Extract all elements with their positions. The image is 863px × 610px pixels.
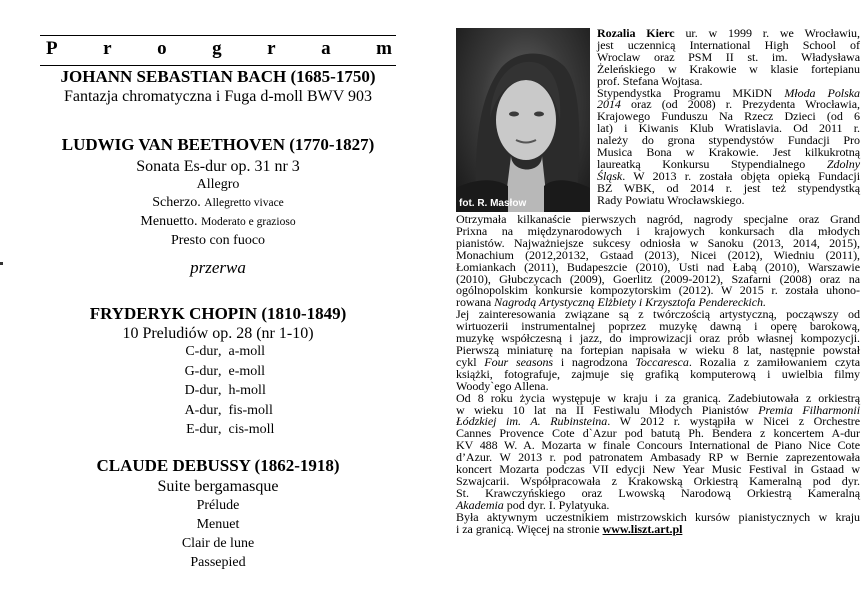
work-title: Fantazja chromatyczna i Fuga d-moll BWV 903 [63, 88, 373, 105]
bio-line: d’Azur. W 2013 r. pod patronatem Ambasady RP w Bernie zaprezentowała [456, 450, 860, 465]
movement [0, 213, 436, 231]
composer-name: JOHANN SEBASTIAN BACH (1685-1750) [60, 67, 376, 86]
movement: Clair de lune [181, 536, 255, 551]
prelude-major: C-dur [185, 344, 218, 359]
work-title: 10 Preludiów op. 28 (nr 1-10) [122, 325, 314, 342]
bio-line: (2010), Głubczycach (2009), Goerlitz (2009-2012), Szafarni (2008) oraz na [456, 271, 860, 286]
website-link[interactable]: www.liszt.art.pl [602, 521, 683, 536]
bio-line: Monachium (2012,20132, Gstaad (2013), Nicei (2012), Wiedniu (2011), [456, 247, 860, 262]
bio-text: rowana [456, 295, 495, 310]
bio-line: lat) i Kiwanis Klub Wratislavia. Od 2011 r. [597, 121, 860, 136]
bio-line: Cannes Provence Cote d`Azur pod batutą Ph. Bendera z koncertem A-dur [456, 426, 860, 441]
prelude-major: G-dur [184, 363, 218, 379]
separator: , [218, 344, 229, 359]
bio-text: . Rozalia z zamiłowaniem czyta [688, 354, 860, 369]
program-name: Zdolny [826, 156, 860, 171]
prelude-major: D-dur [184, 383, 218, 398]
prelude-row [0, 363, 436, 380]
movement-name: Scherzo. [152, 195, 201, 210]
bio-line: Wroclaw oraz PSM II st. im. Władysława [597, 49, 860, 64]
separator: , [218, 363, 229, 379]
bio-line: książki, fotografuje, zajmuje się grafiką komputerową i uwielbia filmy [456, 366, 860, 381]
heading-letter: m [376, 38, 392, 59]
bach-section [0, 66, 436, 106]
bio-text: oraz (od 2008) r. Prezydenta Wrocławia, [620, 97, 860, 112]
pianist-photo [456, 28, 590, 212]
prelude-row [0, 421, 436, 438]
bio-line: Otrzymała kilkanaście pierwszych nagród, nagrody specjalne oraz Grand [456, 212, 860, 226]
movement: Presto con fuoco [170, 233, 266, 248]
bio-text: Stypendystka Programu MKiDN [597, 85, 785, 100]
bio-line: Musica Bona w Krakowie. Jest kilkukrotną [597, 145, 860, 160]
program-name: Śląsk [597, 168, 623, 183]
prelude-minor: fis-moll [228, 402, 273, 418]
bio-text: laureatką Konkursu Stypendialnego [597, 156, 827, 171]
bio-line: BZ WBK, od 2014 r. jest też stypendystką [597, 180, 860, 195]
bio-line: KV 488 W. A. Mozarta w finale Concours International de Piano Nice Cote [456, 438, 860, 453]
prelude-minor: a-moll [228, 344, 266, 359]
movement: Allegro [196, 177, 240, 192]
prelude-row [0, 343, 436, 360]
prelude-row [0, 402, 436, 419]
separator: , [218, 422, 229, 437]
bio-line: Rady Powiatu Wrocławskiego. [597, 192, 745, 207]
festival-name: Premia Filharmonii [758, 402, 860, 417]
movement: Passepied [190, 555, 246, 570]
festival-name: Łódzkiej im. A. Rubinsteina [456, 414, 608, 429]
biography-page [442, 0, 863, 610]
debussy-section [0, 455, 436, 571]
movement-tempo: Moderato e grazioso [201, 216, 296, 228]
bio-body [456, 214, 860, 535]
bio-line: Woody`ego Allena. [456, 378, 549, 393]
bio-line [456, 521, 860, 536]
movement-name: Menuetto. [140, 214, 198, 229]
bio-line: Od 8 roku życia występuje w kraju i za granicą. Zadebiutowała z orkiestrą [456, 390, 860, 405]
prelude-minor: h-moll [228, 383, 266, 398]
movement: Prélude [196, 498, 240, 513]
bio-line: Krajowego Funduszu Na Rzecz Dzieci (od 6 [597, 109, 860, 124]
photo-credit: fot. R. Masłow [459, 198, 527, 209]
separator: , [218, 402, 229, 418]
scan-mark [0, 262, 3, 265]
prelude-major: A-dur [184, 402, 218, 418]
bio-text: . W 2012 r. wystąpiła w Nicei z Orchestre [607, 414, 860, 429]
program-name: Młoda Polska [784, 85, 860, 100]
program-name: 2014 [597, 97, 621, 112]
heading-letter: o [157, 38, 167, 59]
award-name: Nagrodą Artystyczną Elżbiety i Krzysztofa Pendereckich. [494, 295, 766, 310]
movement-tempo: Allegretto vivace [204, 197, 284, 209]
prelude-minor: cis-moll [228, 422, 275, 437]
bio-line: ogólnopolskim konkursie kompozytorskim (2012). W 2015 r. została uhono- [456, 283, 860, 298]
bio-text: cykl [456, 354, 485, 369]
bio-line: pianistów. Najważniejsze sukcesy odniosła w Sanoku (2013, 2014, 2015), [456, 235, 860, 250]
program-page [0, 0, 428, 610]
heading-letter: r [103, 38, 112, 59]
bio-line: Pierwszą miniaturę na fortepian napisała w wieku 8 lat, następnie powstał [456, 342, 860, 357]
bio-intro [597, 28, 860, 207]
movement [0, 194, 436, 212]
heading-letter: g [212, 38, 222, 59]
composer-name: FRYDERYK CHOPIN (1810-1849) [89, 304, 347, 323]
pianist-name: Rozalia Kierc [597, 26, 675, 40]
bio-text: . W 2013 r. została objęta opieką Fundacji [622, 168, 860, 183]
bio-line: Łomiankach (2011), Budapeszcie (2010), Usti nad Łabą (2010), Warszawie [456, 259, 860, 274]
composition-title: Four seasons [484, 354, 554, 369]
bio-line: koncert Mozarta podczas VII edycji New Year Music Festival in Gstaad w [456, 462, 860, 477]
prelude-minor: e-moll [228, 363, 266, 379]
bio-text: pod dyr. I. Pylatyuka. [503, 497, 610, 512]
bio-line: St. Krawczyńskiego oraz Lwowską Narodową Orkiestrą Kameralną [456, 485, 860, 500]
beethoven-section [0, 134, 436, 249]
separator: , [218, 383, 229, 398]
work-title: Sonata Es-dur op. 31 nr 3 [136, 158, 300, 175]
bio-line: Prixna na międzynarodowych i krajowych konkursach dla młodych [456, 223, 860, 238]
bio-line: wirtuozerii instrumentalnej poprzez muzykę dawną i operę barokową, [456, 319, 860, 334]
bio-line: muzykę współczesną i jazz, do improwizacji oraz prób własnej kompozycji. [456, 331, 860, 346]
bio-text: i nagrodzona [553, 354, 636, 369]
portrait-illustration [456, 28, 590, 212]
bio-line: należy do grona stypendystów Fundacji Pro [597, 133, 860, 148]
ensemble-name: Akademia [456, 497, 504, 512]
bio-text: i za granicą. Więcej na stronie [456, 521, 603, 536]
chopin-section [0, 303, 436, 343]
bio-text: ur. w 1999 r. we Wrocławiu, [674, 26, 860, 40]
program-heading [46, 36, 392, 61]
bio-line: jest uczennicą International High School of [597, 37, 860, 52]
heading-letter: P [46, 38, 58, 59]
heading-letter: r [267, 38, 276, 59]
work-title: Suite bergamasque [157, 478, 279, 495]
bio-line: Jej zainteresowania związane są z twórczością artystyczną, począwszy od [456, 307, 860, 322]
heading-letter: a [321, 38, 331, 59]
prelude-major: E-dur [186, 422, 218, 437]
bio-line: Była aktywnym uczestnikiem mistrzowskich kursów pianistycznych w kraju [456, 509, 860, 524]
prelude-list [0, 343, 436, 438]
movement: Menuet [196, 517, 240, 532]
composer-name: LUDWIG VAN BEETHOVEN (1770-1827) [61, 135, 375, 154]
composition-title: Toccaresca [635, 354, 689, 369]
bio-text: w wieku 10 lat na II Festiwalu Młodych Pianistów [456, 402, 759, 417]
bio-line: prof. Stefana Wojtasa. [597, 73, 703, 88]
composer-name: CLAUDE DEBUSSY (1862-1918) [96, 456, 340, 475]
bio-line: Żeleńskiego w Krakowie w klasie fortepianu [597, 61, 860, 76]
bio-line: Szwajcarii. Współpracowała z Krakowską Orkiestrą Kameralną pod dyr. [456, 473, 860, 488]
prelude-row [0, 382, 436, 399]
interval-label: przerwa [190, 258, 246, 277]
